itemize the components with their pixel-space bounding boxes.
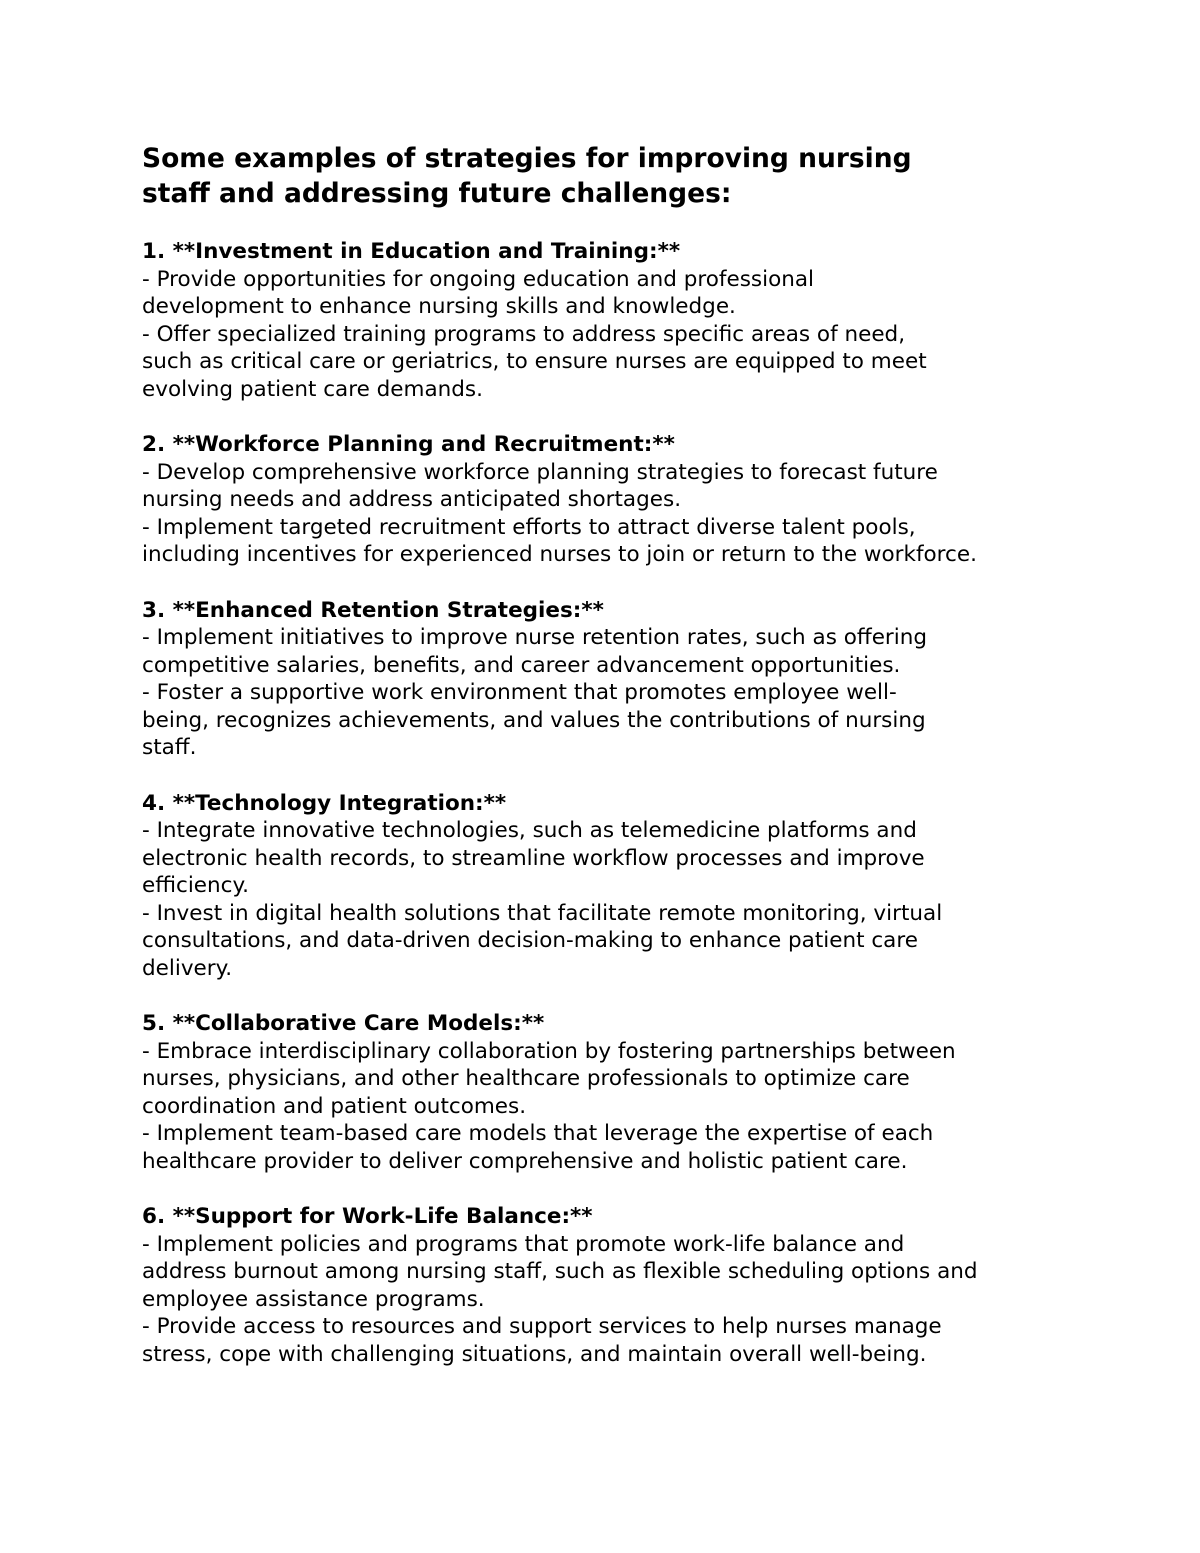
- section-bullet: - Implement initiatives to improve nurse retention rates, such as offering competitive salaries, benefits, and career advancement opportunities.: [142, 625, 928, 678]
- section-heading: 6. **Support for Work-Life Balance:**: [142, 1204, 593, 1229]
- section-bullet: - Offer specialized training programs to address specific areas of need, such as critical care or geriatrics, to ensure nurses are equipped to meet evolving patient care demands.: [142, 321, 927, 402]
- section-heading: 3. **Enhanced Retention Strategies:**: [142, 597, 604, 623]
- section-retention-strategies: [142, 597, 1082, 762]
- section-bullet: - Implement policies and programs that promote work-life balance and address burnout among nursing staff, such as flexible scheduling options and employee assistance programs.: [142, 1231, 978, 1312]
- document-title: Some examples of strategies for improving nursing staff and addressing future challenges:: [142, 143, 912, 209]
- section-bullet: - Foster a supportive work environment that promotes employee well- being, recognizes achievements, and values the contributions of nursing staff.: [142, 680, 926, 760]
- section-bullet: - Provide access to resources and support services to help nurses manage stress, cope with challenging situations, and maintain overall well-being.: [142, 1314, 942, 1367]
- section-bullet: - Implement targeted recruitment efforts to attract diverse talent pools, including incentives for experienced nurses to join or return to the workforce.: [142, 514, 977, 567]
- section-heading: 2. **Workforce Planning and Recruitment:**: [142, 432, 675, 457]
- section-bullet: - Develop comprehensive workforce planning strategies to forecast future nursing needs and address anticipated shortages.: [142, 459, 938, 512]
- section-heading: 4. **Technology Integration:**: [142, 790, 507, 816]
- section-bullet: - Embrace interdisciplinary collaboration by fostering partnerships between nurses, physicians, and other healthcare professionals to optimize care coordination and patient outcomes.: [142, 1038, 956, 1119]
- section-bullet: - Invest in digital health solutions that facilitate remote monitoring, virtual consultations, and data-driven decision-making to enhance patient care delivery.: [142, 900, 943, 981]
- section-bullet: - Integrate innovative technologies, such as telemedicine platforms and electronic health records, to streamline workflow processes and improve efficiency.: [142, 818, 925, 898]
- title-spacer: [142, 211, 1082, 238]
- document-content: [142, 141, 1082, 1368]
- section-bullet: - Provide opportunities for ongoing education and professional development to enhance nursing skills and knowledge.: [142, 266, 815, 319]
- section-work-life-balance: [142, 1203, 1082, 1368]
- section-bullet: - Implement team-based care models that leverage the expertise of each healthcare provider to deliver comprehensive and holistic patient care.: [142, 1121, 934, 1174]
- section-heading: 5. **Collaborative Care Models:**: [142, 1011, 545, 1036]
- section-heading: 1. **Investment in Education and Training:**: [142, 239, 681, 264]
- section-technology-integration: [142, 790, 1082, 983]
- section-workforce-planning: [142, 431, 1082, 569]
- section-education-training: [142, 238, 1082, 403]
- section-collaborative-care: [142, 1010, 1082, 1175]
